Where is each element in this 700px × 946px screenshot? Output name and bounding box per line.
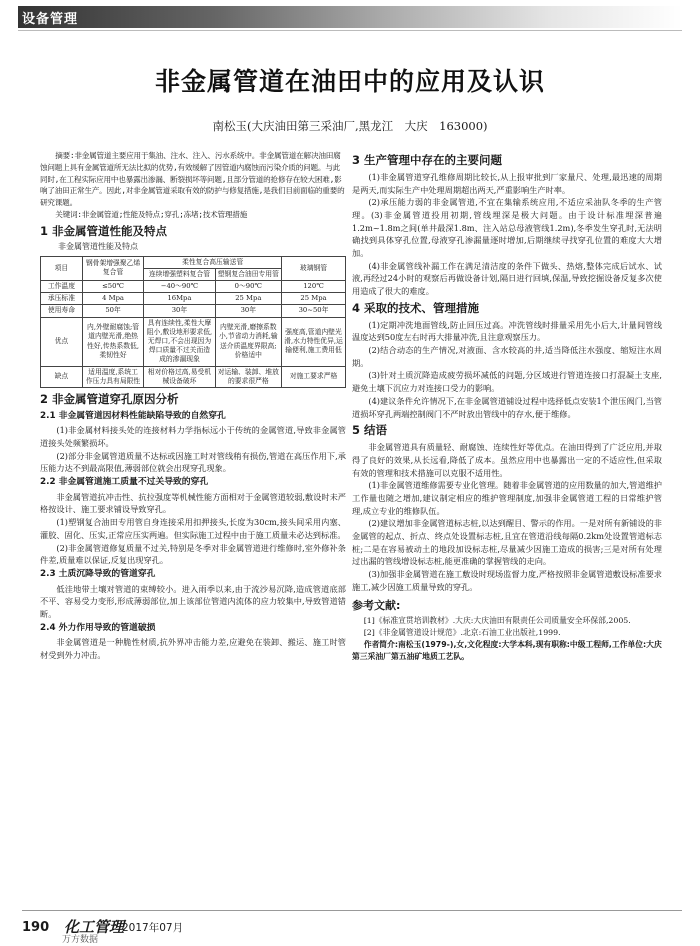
reference-item: [2]《非金属管道设计规范》.北京:石油工业出版社,1999. bbox=[363, 627, 561, 637]
author-bio: 作者简介:南松玉(1979-),女,文化程度:大学本科,现有职称:中级工程师,工作单位:大庆第三采油厂第五油矿地质工艺队。 bbox=[352, 639, 662, 661]
table-cell: 16Mpa bbox=[144, 293, 215, 305]
paragraph: (2)结合动态的生产情况,对液面、含水较高的井,适当降低注水强度、缩短注水周期。 bbox=[352, 345, 662, 368]
table-cell: −40～90℃ bbox=[144, 281, 215, 293]
section2-1-heading: 2.1 非金属管道因材料性能缺陷导致的自然穿孔 bbox=[40, 410, 226, 421]
table-cell: 0～90℃ bbox=[215, 281, 281, 293]
table-cell: 承压标准 bbox=[41, 293, 83, 305]
table-cell: 25 Mpa bbox=[282, 293, 346, 305]
paragraph: 非金属管道抗冲击性、抗拉强度等机械性能方面相对于金属管道较弱,敷设时未严格按设计、施工要求铺设导致穿孔。 bbox=[40, 491, 346, 515]
paragraph: (1)非金属管道穿孔维修周期比较长,从上报审批到厂家量尺、处理,最迅速的周期是两天,而实际生产中处理周期超出两天,严重影响生产时率。 bbox=[352, 171, 662, 195]
journal-name: 化工管理 bbox=[64, 918, 125, 936]
table-cell: 50年 bbox=[82, 305, 143, 317]
table-cell: 4 Mpa bbox=[82, 293, 143, 305]
table-cell: 30年 bbox=[215, 305, 281, 317]
references-heading: 参考文献: bbox=[352, 598, 401, 612]
paragraph: (2)建议增加非金属管道标志桩,以达到醒目、警示的作用。一是对所有新铺设的非金属管的起点、折点、终点处设置标志桩,且宜在管道沿线每隔0.2km处设置管道标志桩;二是在容易被动土的地段加设标志桩,尽量减少因施工造成的损害;三是对所有处理过出漏的管线增设标志桩,能更准确的掌握管线的走向。 bbox=[352, 518, 662, 567]
section2-4-heading: 2.4 外力作用导致的管道破损 bbox=[40, 622, 156, 633]
paragraph: (1)非金属材料接头处的连接材料力学指标远小于传统的金属管道,导致非金属管道接头处频繁损坏。 bbox=[40, 425, 346, 448]
table-row bbox=[41, 305, 346, 317]
section2-2-heading: 2.2 非金属管道施工质量不过关导致的穿孔 bbox=[40, 477, 209, 488]
banner-divider bbox=[18, 30, 682, 31]
paragraph: (1)非金属管道维修需要专业化管理。随着非金属管道的应用数量的加大,管道维护工作量也随之增加,建议制定相应的维护管理制度,加强非金属管道工程的日常维护管理,成立专业的维修队伍。 bbox=[352, 480, 662, 516]
paragraph: (3)针对土质沉降造成疲劳损坏减低的问题,分区域进行管道连接口打混凝土支座,避免土壤下沉应力对连接口受力的影响。 bbox=[352, 370, 662, 394]
table-cell: 具有连续性,柔性大摩阻小,敷设地形要求低,无焊口,不会出现因为焊口质量不过关而造成的渗漏现象 bbox=[144, 317, 215, 366]
paragraph: (1)塑钢复合油田专用管自身连接采用扣押接头,长度为30cm,接头间采用内塞、灌胶、固化、压实,正常应压实两遍。但实际施工过程中由于施工质量未必达到标准。 bbox=[40, 517, 346, 540]
table-cell: 内壁光滑,磨擦系数小,节省动力消耗,输送介质温度界限高;价格适中 bbox=[215, 317, 281, 366]
table-cell: 相对价格过高,易受机械设备破坏 bbox=[144, 366, 215, 387]
paragraph: (1)定期冲洗地面管线,防止回压过高。冲洗管线时排量采用先小后大,计量间管线温度达到50度左右时再大排量冲洗,且注意观察压力。 bbox=[352, 319, 662, 343]
article-title: 非金属管道在油田中的应用及认识 bbox=[154, 67, 545, 96]
paragraph: (2)非金属管道修复质量不过关,特别是冬季对非金属管道进行维修时,室外修补条件差,质量难以保证,反复出现穿孔。 bbox=[40, 542, 346, 566]
author-line: 南松玉(大庆油田第三采油厂,黑龙江 大庆 163000) bbox=[212, 119, 488, 133]
paragraph: 低洼地带土壤对管道的束缚较小。进入雨季以来,由于流沙易沉降,造成管道底部不平、容易受力变形,形成薄弱部位,加上该部位管道内流体的应力较集中,导致管道错断。 bbox=[40, 583, 346, 619]
table-cell: 强度高,管道内壁光滑,水力特性优异,运输便利,施工费用低 bbox=[282, 317, 346, 366]
table-cell: 对运输、装卸、堆放的要求很严格 bbox=[215, 366, 281, 387]
section4-heading: 4 采取的技术、管理措施 bbox=[352, 300, 480, 315]
paragraph: (4)非金属管线补漏工作在满足清洁度的条件下做头、热熔,整体完成后试水、试液,再经过24小时的观察后再做设备计划,隔日进行回填,保温,导致挖掘设备反复多次使用造成了很大的难度。 bbox=[352, 260, 662, 297]
paragraph: (2)承压能力弱的非金属管道,不宜在集输系统应用,不适应采油队冬季的生产管理。(3)非金属管道投用初期,管线埋深是极大问题。由于设计标准埋深普遍1.2m~1.8m之间(单井最深1.8m、注入站总母液管线1.2m),冬季发生穿孔时,无法明确找到具体穿孔位置,母液穿孔渗漏量逐时增加,后期继续寻找穿孔位置的难度大大增加。 bbox=[352, 197, 662, 259]
table-cell: 对施工要求严格 bbox=[282, 366, 346, 387]
table-cell: ≤50℃ bbox=[82, 281, 143, 293]
table-cell: 工作温度 bbox=[41, 281, 83, 293]
table-cell: 120℃ bbox=[282, 281, 346, 293]
issue-date: 2017年07月 bbox=[122, 922, 184, 934]
section2-heading: 2 非金属管道穿孔原因分析 bbox=[40, 391, 179, 406]
paragraph: 非金属管道是一种脆性材质,抗外界冲击能力差,应避免在装卸、搬运、施工时管材受到外力冲击。 bbox=[40, 637, 346, 661]
paragraph: 非金属管道具有质量轻、耐腐蚀、连续性好等优点。在油田得到了广泛应用,并取得了良好的效果,从长远看,降低了成本。虽然应用中也暴露出一定的不适应性,但采取有效的管理和技术措施可以克服不适用性。 bbox=[352, 442, 662, 478]
paragraph: (2)部分非金属管道质量不达标或因施工时对管线稍有损伤,管道在高压作用下,承压能力达不到最高限值,薄弱部位就会出现穿孔现象。 bbox=[40, 450, 346, 474]
table-row bbox=[41, 366, 346, 387]
table-header-steel: 钢骨架增强聚乙烯复合管 bbox=[82, 256, 143, 280]
table-row bbox=[41, 281, 346, 293]
table-header-glass: 玻璃钢管 bbox=[282, 256, 346, 280]
paragraph: (4)建议条件允许情况下,在非金属管道铺设过程中选择低点安装1个泄压阀门,当管道损坏穿孔两端控制阀门不严时放出管线中的存水,便于维修。 bbox=[352, 395, 662, 419]
section-banner bbox=[18, 6, 682, 28]
performance-table bbox=[40, 256, 346, 388]
table-caption: 非金属管道性能及特点 bbox=[58, 242, 138, 252]
left-column bbox=[40, 150, 346, 662]
section1-heading: 1 非金属管道性能及特点 bbox=[40, 223, 168, 238]
abstract: 摘要:非金属管道主要应用于集油、注水、注入、污水系统中。非金属管道在解决油田腐蚀问题上具有金属管道所无法比拟的优势,有效缓解了因管道内腐蚀而污染介质的问题。与此同时,在工程实际应用中也暴露出渗漏、断裂损坏等问题,且部分管道的抢修存在较大困难,影响了油田正常生产。因此,对非金属管道采取有效的防护与修复措施,是我们目前面临的重要的研究课题。 bbox=[40, 151, 345, 208]
footer-divider bbox=[22, 910, 682, 911]
table-cell: 25 Mpa bbox=[215, 293, 281, 305]
table-cell: 缺点 bbox=[41, 366, 83, 387]
table-header-item: 项目 bbox=[41, 256, 83, 280]
table-cell: 适用温度,系统工作压力具有局限性 bbox=[82, 366, 143, 387]
table-row bbox=[41, 293, 346, 305]
table-cell: 优点 bbox=[41, 317, 83, 366]
banner-label: 设备管理 bbox=[22, 12, 79, 27]
reference-item: [1]《标准宣贯培训教材》.大庆:大庆油田有限责任公司质量安全环保部,2005. bbox=[363, 615, 631, 625]
watermark: 万方数据 bbox=[62, 935, 99, 945]
page-footer bbox=[22, 910, 682, 945]
table-cell: 30年 bbox=[144, 305, 215, 317]
section3-heading: 3 生产管理中存在的主要问题 bbox=[352, 153, 503, 167]
paragraph: (3)加强非金属管道在施工敷设时现场监督力度,严格按照非金属管道敷设标准要求施工,减少因施工质量导致的穿孔。 bbox=[352, 569, 662, 592]
section2-3-heading: 2.3 土质沉降导致的管道穿孔 bbox=[40, 568, 156, 579]
table-cell: 内,外壁耐腐蚀;管道内壁光滑,绝热性好,传热系数低,柔韧性好 bbox=[82, 317, 143, 366]
table-header-sub1: 连续增强塑料复合管 bbox=[144, 268, 215, 280]
table-header-sub2: 塑钢复合油田专用管 bbox=[215, 268, 281, 280]
page-number: 190 bbox=[22, 920, 50, 935]
table-row bbox=[41, 317, 346, 366]
keywords: 关键词:非金属管道;性能及特点;穿孔;冻堵;技术管理措施 bbox=[55, 209, 248, 219]
right-column bbox=[352, 150, 662, 663]
table-header-group: 柔性复合高压输送管 bbox=[144, 256, 282, 268]
table-cell: 使用寿命 bbox=[41, 305, 83, 317]
table-cell: 30~50年 bbox=[282, 305, 346, 317]
section5-heading: 5 结语 bbox=[352, 423, 388, 438]
